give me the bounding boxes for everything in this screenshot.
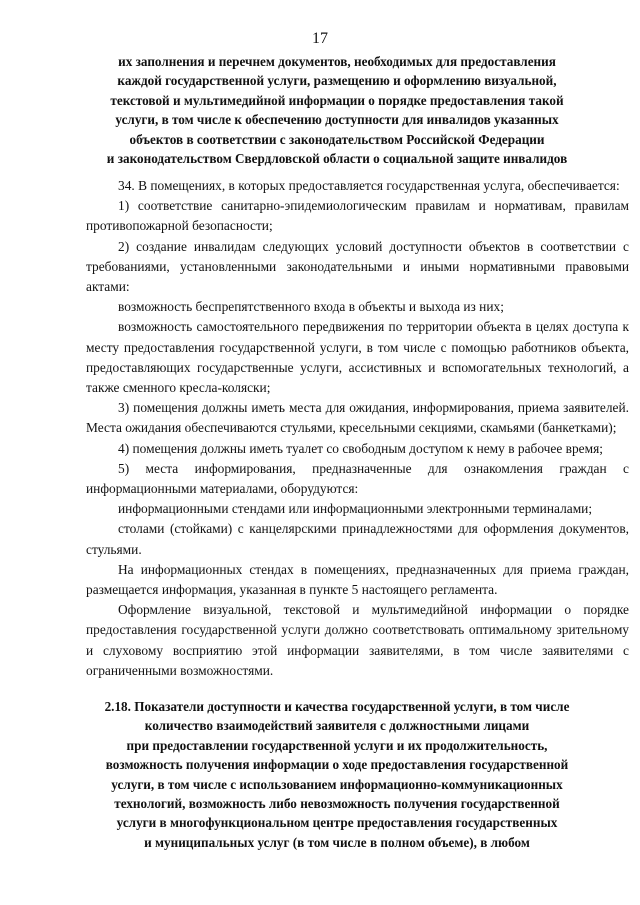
- page-number: 17: [312, 30, 328, 47]
- paragraph: 3) помещения должны иметь места для ожидания, информирования, приема заявителей. Места ожидания обеспечиваются стульями, кресельными секциями, скамьями (банкетками);: [86, 400, 629, 436]
- paragraph: 4) помещения должны иметь туалет со свободным доступом к нему в рабочее время;: [118, 440, 603, 456]
- paragraph: 1) соответствие санитарно-эпидемиологическим правилам и нормативам, правилам противопожарной безопасности;: [86, 198, 629, 234]
- heading-line: и муниципальных услуг (в том числе в полном объеме), в любом: [144, 834, 530, 850]
- paragraph: возможность самостоятельного передвижения по территории объекта в целях доступа к месту предоставления государственной услуги, в том числе с помощью работников объекта, предоставляющих государственные услуги, ассистивных и вспомогательных технологий, а также сменного кресла-коляски;: [86, 319, 629, 396]
- heading-line: услуги, в том числе к обеспечению доступности для инвалидов указанных: [115, 112, 559, 128]
- heading-line: объектов в соответствии с законодательством Российской Федерации: [129, 131, 545, 147]
- body-text: [86, 176, 629, 681]
- paragraph: Оформление визуальной, текстовой и мультимедийной информации о порядке предоставления государственной услуги должно соответствовать оптимальному зрительному и слуховому восприятию этой информации заявителями, в том числе заявителями с ограниченными возможностями.: [86, 602, 629, 678]
- paragraph: На информационных стендах в помещениях, предназначенных для приема граждан, размещается информация, указанная в пункте 5 настоящего регламента.: [86, 561, 629, 598]
- heading-line: услуги, в том числе с использованием информационно-коммуникационных: [111, 776, 563, 792]
- heading-line: количество взаимодействий заявителя с должностными лицами: [144, 718, 530, 734]
- heading-line: каждой государственной услуги, размещению и оформлению визуальной,: [117, 73, 557, 89]
- heading-line: возможность получения информации о ходе предоставления государственной: [105, 757, 569, 773]
- paragraph: информационными стендами или информационными электронными терминалами;: [118, 501, 593, 517]
- heading-line: технологий, возможность либо невозможность получения государственной: [114, 796, 560, 812]
- paragraph: возможность беспрепятственного входа в объекты и выхода из них;: [118, 299, 504, 315]
- heading-line: услуги в многофункциональном центре предоставления государственных: [116, 815, 558, 831]
- heading-line: 2.18. Показатели доступности и качества государственной услуги, в том числе: [104, 699, 570, 714]
- section-heading-top: [80, 52, 594, 168]
- heading-line: текстовой и мультимедийной информации о порядке предоставления такой: [110, 92, 564, 108]
- heading-line: при предоставлении государственной услуги и их продолжительность,: [126, 737, 548, 753]
- section-heading-2-18: [80, 697, 594, 852]
- paragraph: столами (стойками) с канцелярскими принадлежностями для оформления документов, стульями.: [86, 521, 629, 557]
- heading-line: и законодательством Свердловской области о социальной защите инвалидов: [106, 151, 568, 167]
- paragraph: 2) создание инвалидам следующих условий доступности объектов в соответствии с требованиями, установленными законодательными и иными нормативными правовыми актами:: [86, 238, 629, 295]
- heading-line: их заполнения и перечнем документов, необходимых для предоставления: [118, 54, 556, 69]
- paragraph: 34. В помещениях, в которых предоставляется государственная услуга, обеспечивается:: [118, 178, 620, 193]
- paragraph: 5) места информирования, предназначенные для ознакомления граждан с информационными материалами, оборудуются:: [86, 460, 629, 497]
